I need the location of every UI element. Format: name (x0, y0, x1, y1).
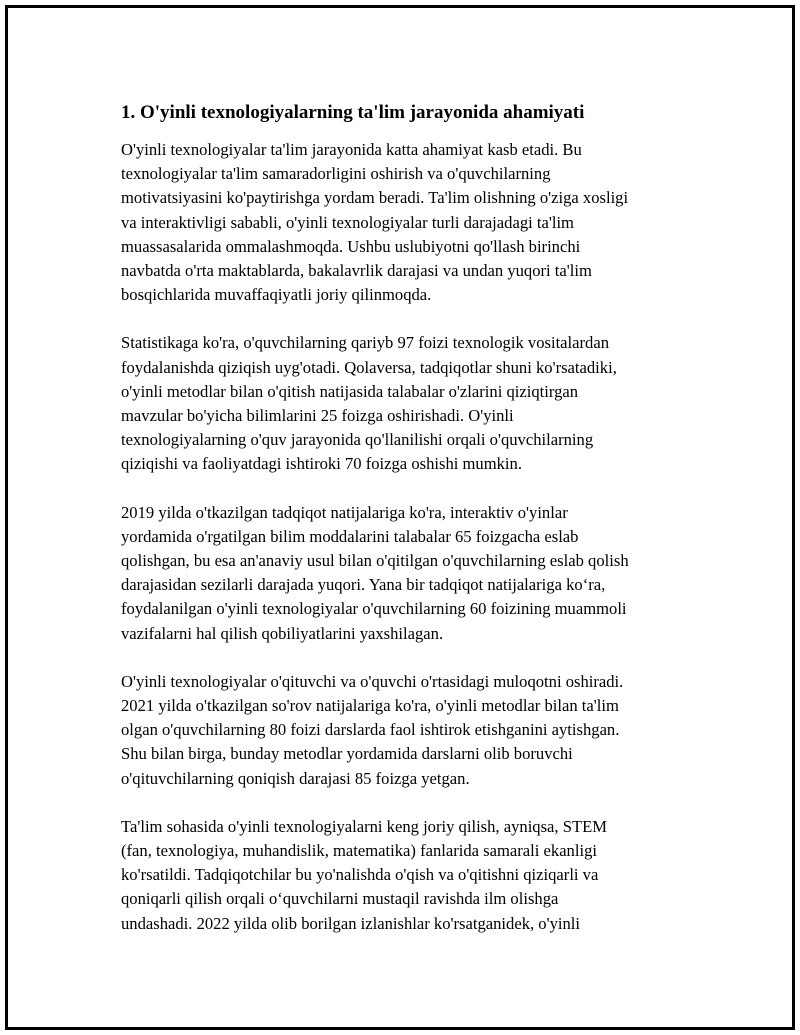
section-heading: 1. O'yinli texnologiyalarning ta'lim jarayonida ahamiyati (121, 102, 585, 123)
text-line: undashadi. 2022 yilda olib borilgan izlanishlar ko'rsatganidek, o'yinli (121, 913, 580, 933)
paragraph-1 (121, 138, 697, 307)
text-line: o'qituvchilarning qoniqish darajasi 85 foizga yetgan. (121, 768, 470, 788)
paragraph-2 (121, 331, 697, 476)
paragraph-4 (121, 670, 697, 791)
text-line: Ta'lim sohasida o'yinli texnologiyalarni keng joriy qilish, ayniqsa, STEM (121, 816, 607, 836)
text-line: qolishgan, bu esa an'anaviy usul bilan o'qitilgan o'quvchilarning eslab qolish (121, 551, 629, 571)
paragraph-5 (121, 815, 697, 936)
text-line: foydalanilgan o'yinli texnologiyalar o'quvchilarning 60 foizining muammoli (121, 599, 627, 619)
text-line: texnologiyalarning o'quv jarayonida qo'llanilishi orqali o'quvchilarning (121, 430, 594, 450)
text-line: ko'rsatildi. Tadqiqotchilar bu yo'nalishda o'qish va o'qitishni qiziqarli va (121, 865, 599, 885)
document-content (121, 100, 697, 960)
text-line: Statistikaga ko'ra, o'quvchilarning qariyb 97 foizi texnologik vositalardan (121, 333, 610, 353)
text-line: o'yinli metodlar bilan o'qitish natijasida talabalar o'zlarini qiziqtirgan (121, 381, 579, 401)
text-line: yordamida o'rgatilgan bilim moddalarini talabalar 65 foizgacha eslab (121, 526, 579, 546)
text-line: bosqichlarida muvaffaqiyatli joriy qilinmoqda. (121, 285, 432, 305)
page-frame (5, 5, 795, 1030)
text-line: O'yinli texnologiyalar o'qituvchi va o'quvchi o'rtasidagi muloqotni oshiradi. (121, 671, 624, 691)
text-line: qiziqishi va faoliyatdagi ishtiroki 70 foizga oshishi mumkin. (121, 454, 522, 474)
text-line: mavzular bo'yicha bilimlarini 25 foizga oshirishadi. O'yinli (121, 406, 514, 426)
paragraph-3 (121, 501, 697, 646)
text-line: vazifalarni hal qilish qobiliyatlarini yaxshilagan. (121, 623, 444, 643)
text-line: motivatsiyasini ko'paytirishga yordam beradi. Ta'lim olishning o'ziga xosligi (121, 188, 629, 208)
text-line: 2021 yilda o'tkazilgan so'rov natijalariga ko'ra, o'yinli metodlar bilan ta'lim (121, 696, 619, 716)
text-line: darajasidan sezilarli darajada yuqori. Yana bir tadqiqot natijalariga ko‘ra, (121, 575, 606, 595)
text-line: qoniqarli qilish orqali o‘quvchilarni mustaqil ravishda ilm olishga (121, 889, 559, 909)
text-line: (fan, texnologiya, muhandislik, matematika) fanlarida samarali ekanligi (121, 841, 597, 861)
text-line: texnologiyalar ta'lim samaradorligini oshirish va o'quvchilarning (121, 164, 551, 184)
text-line: foydalanishda qiziqish uyg'otadi. Qolaversa, tadqiqotlar shuni ko'rsatadiki, (121, 357, 617, 377)
text-line: olgan o'quvchilarning 80 foizi darslarda faol ishtirok etishganini aytishgan. (121, 720, 620, 740)
text-line: navbatda o'rta maktablarda, bakalavrlik darajasi va undan yuqori ta'lim (121, 261, 592, 281)
text-line: 2019 yilda o'tkazilgan tadqiqot natijalariga ko'ra, interaktiv o'yinlar (121, 502, 568, 522)
text-line: va interaktivligi sababli, o'yinli texnologiyalar turli darajadagi ta'lim (121, 212, 574, 232)
text-line: Shu bilan birga, bunday metodlar yordamida darslarni olib boruvchi (121, 744, 573, 764)
text-line: muassasalarida ommalashmoqda. Ushbu uslubiyotni qo'llash birinchi (121, 236, 581, 256)
text-line: O'yinli texnologiyalar ta'lim jarayonida katta ahamiyat kasb etadi. Bu (121, 140, 582, 159)
